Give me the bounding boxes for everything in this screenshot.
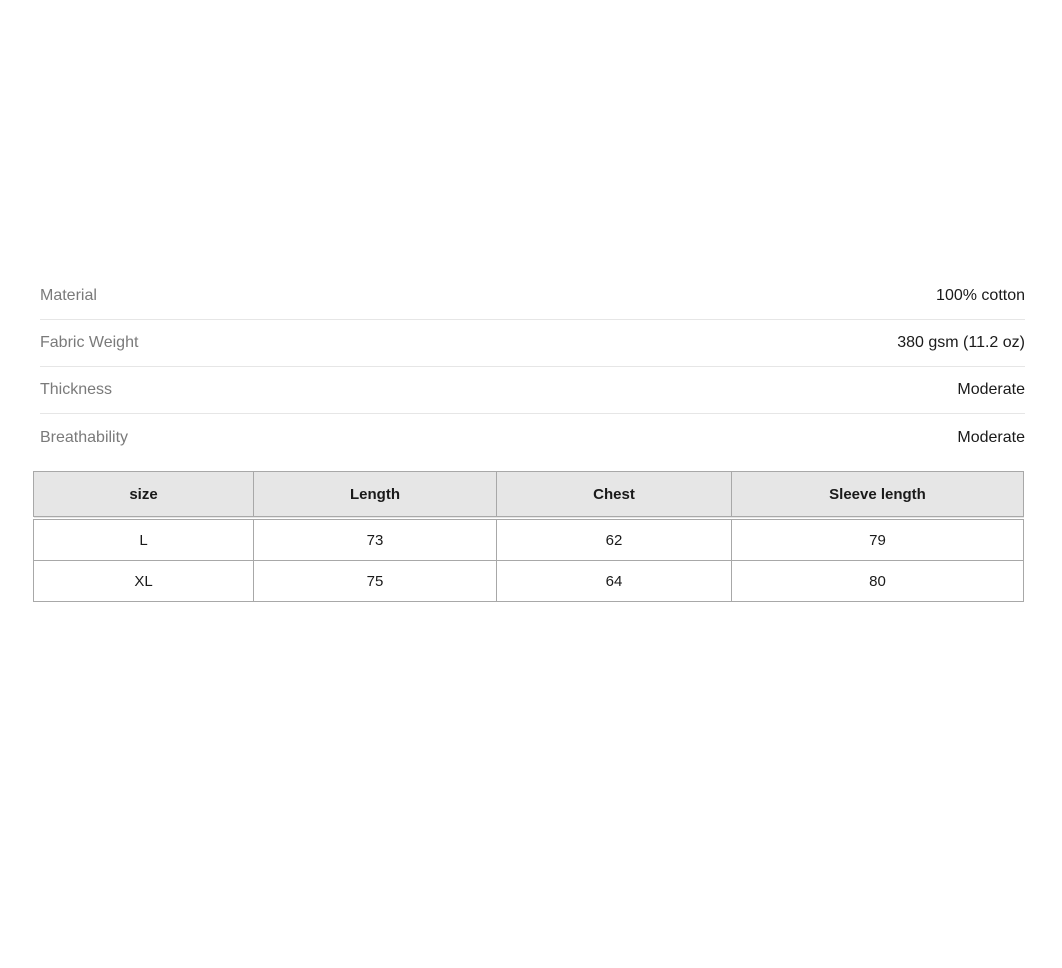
table-cell: 75 [254,561,497,602]
spec-row-fabric-weight [40,320,1025,367]
table-cell: 79 [732,518,1024,561]
spec-label: Material [40,287,97,304]
table-cell: L [34,518,254,561]
spec-row-material [40,273,1025,320]
spec-label: Thickness [40,381,113,398]
spec-row-breathability [40,414,1025,461]
table-cell: 64 [497,561,732,602]
spec-value: Moderate [957,381,1025,398]
column-header-chest: Chest [497,472,732,519]
product-specs [40,273,1025,461]
table-cell: 62 [497,518,732,561]
size-chart-table [33,471,1024,602]
spec-row-thickness [40,367,1025,414]
column-header-size: size [34,472,254,519]
table-cell: XL [34,561,254,602]
column-header-length: Length [254,472,497,519]
table-cell: 80 [732,561,1024,602]
spec-label: Breathability [40,428,129,446]
table-row [34,561,1024,602]
spec-label: Fabric Weight [40,334,139,351]
table-row [34,518,1024,561]
spec-value: 380 gsm (11.2 oz) [897,334,1025,351]
size-table-header-row [34,472,1024,519]
spec-value: Moderate [957,428,1025,446]
table-cell: 73 [254,518,497,561]
column-header-sleeve-length: Sleeve length [732,472,1024,519]
spec-value: 100% cotton [936,287,1025,304]
